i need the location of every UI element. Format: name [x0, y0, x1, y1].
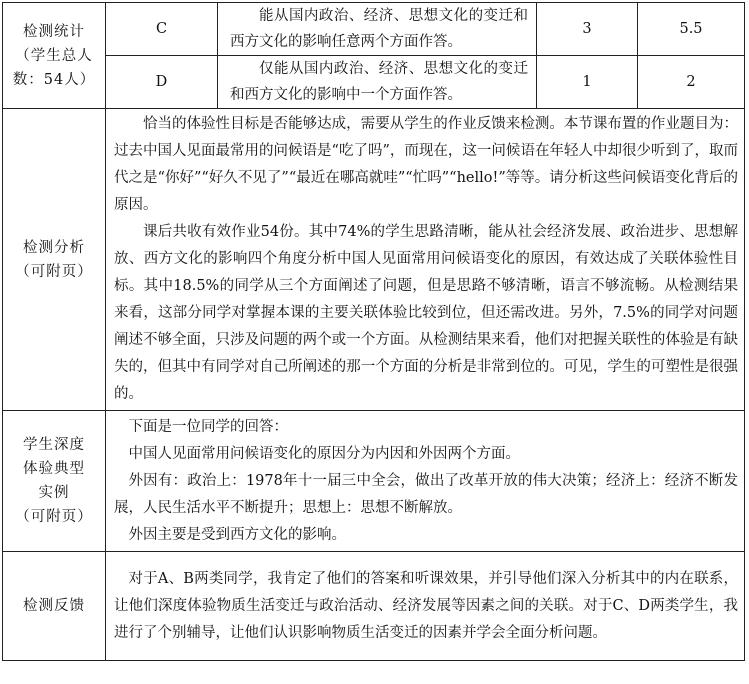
analysis-label-cell — [3, 109, 106, 411]
grade-cell: C — [106, 3, 218, 56]
grade-description: 能从国内政治、经济、思想文化的变迁和西方文化的影响任意两个方面作答。 — [218, 3, 537, 56]
stats-label-line: （学生总人 — [15, 47, 93, 64]
analysis-paragraph: 课后共收有效作业54份。其中74%的学生思路清晰，能从社会经济发展、政治进步、思想解放、西方文化的影响四个角度分析中国人见面常用问候语变化的原因，有效达成了关联体验性目标。其中18.5%的同学从三个方面阐述了问题，但是思路不够清晰，语言不够流畅。从检测结果来看，这部分同学对掌握本课的主要关联体验比较到位，但还需改进。另外，7.5%的同学对问题阐述不够全面，只涉及问题的两个或一个方面。从检测结果来看，他们对把握关联性的体验是有缺失的，但其中有同学对自己所阐述的那一个方面的分析是非常到位的。可见，学生的可塑性是很强的。 — [114, 224, 738, 402]
feedback-content — [106, 552, 745, 661]
example-label-line: 学生深度 — [23, 437, 85, 453]
grade-cell: D — [106, 56, 218, 109]
feedback-label-cell: 检测反馈 — [3, 552, 106, 661]
example-content — [106, 411, 745, 552]
stats-row-c — [3, 3, 745, 56]
example-paragraph: 下面是一位同学的回答： — [128, 418, 288, 435]
example-label-line: （可附页） — [15, 509, 93, 525]
stats-row-d — [3, 56, 745, 109]
example-label-line: 体验典型 — [23, 461, 85, 477]
example-paragraph: 外因有：政治上：1978年十一届三中全会，做出了改革开放的伟大决策；经济上：经济不断发展，人民生活水平不断提升；思想上：思想不断解放。 — [114, 472, 738, 516]
teaching-record-table — [2, 2, 745, 661]
analysis-label-line: 检测分析 — [23, 239, 85, 256]
example-label-line: 实例 — [38, 485, 70, 501]
example-label-cell — [3, 411, 106, 552]
grade-description: 仅能从国内政治、经济、思想文化的变迁和西方文化的影响中一个方面作答。 — [218, 56, 537, 109]
stats-label-line: 检测统计 — [23, 23, 85, 40]
percent-cell: 2 — [638, 56, 745, 109]
feedback-paragraph: 对于A、B两类同学，我肯定了他们的答案和听课效果，并引导他们深入分析其中的内在联系，让他们深度体验物质生活变迁与政治活动、经济发展等因素之间的关联。对于C、D两类学生，我进行了个别辅导，让他们认识影响物质生活变迁的因素并学会全面分析问题。 — [114, 570, 738, 641]
analysis-row — [3, 109, 745, 411]
example-paragraph: 中国人见面常用问候语变化的原因分为内因和外因两个方面。 — [128, 445, 520, 462]
document-page — [2, 2, 744, 661]
example-row — [3, 411, 745, 552]
stats-label-cell — [3, 3, 106, 109]
stats-label-line: 数：54人） — [12, 71, 96, 88]
example-paragraph: 外因主要是受到西方文化的影响。 — [128, 526, 346, 543]
count-cell: 1 — [537, 56, 638, 109]
analysis-paragraph: 恰当的体验性目标是否能够达成，需要从学生的作业反馈来检测。本节课布置的作业题目为：过去中国人见面最常用的问候语是“吃了吗”，而现在，这一问候语在年轻人中却很少听到了，取而代之是“你好”“好久不见了”“最近在哪高就哇”“忙吗”“hello!”等等。请分析这些问候语变化背后的原因。 — [114, 116, 738, 213]
feedback-row — [3, 552, 745, 661]
analysis-content — [106, 109, 745, 411]
percent-cell: 5.5 — [638, 3, 745, 56]
count-cell: 3 — [537, 3, 638, 56]
analysis-label-line: （可附页） — [15, 263, 93, 280]
